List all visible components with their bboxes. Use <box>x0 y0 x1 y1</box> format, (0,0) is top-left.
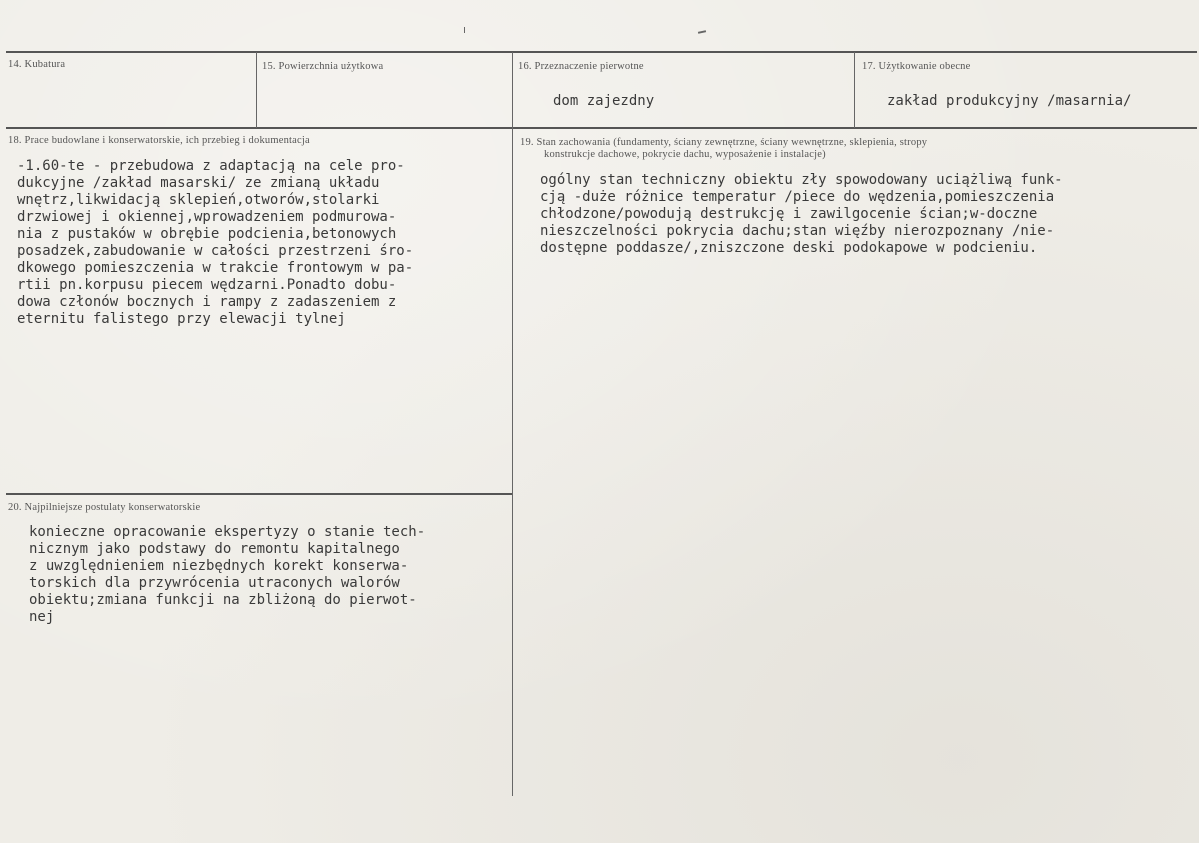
col-rule-1 <box>256 52 257 128</box>
field-20-line: z uwzględnieniem niezbędnych korekt konserwa- <box>29 558 409 574</box>
row-rule-1 <box>6 127 1197 129</box>
field-18-line: drzwiowej i okiennej,wprowadzeniem podmurowa- <box>17 209 397 225</box>
field-18-line: dowa członów bocznych i rampy z zadaszeniem z <box>17 294 397 310</box>
field-18-line: eternitu falistego przy elewacji tylnej <box>17 311 346 327</box>
top-dash-mark <box>698 30 706 34</box>
field-15-label: 15. Powierzchnia użytkowa <box>262 61 384 72</box>
field-16-label: 16. Przeznaczenie pierwotne <box>518 61 644 72</box>
field-17-label: 17. Użytkowanie obecne <box>862 61 971 72</box>
field-19-label-line-2: konstrukcje dachowe, pokrycie dachu, wyposażenie i instalacje) <box>544 149 826 160</box>
field-19-line: ogólny stan techniczny obiektu zły spowodowany uciążliwą funk- <box>540 172 1063 188</box>
field-20-line: torskich dla przywrócenia utraconych walorów <box>29 575 400 591</box>
field-16-value: dom zajezdny <box>553 93 655 109</box>
field-20-label: 20. Najpilniejsze postulaty konserwatorskie <box>8 502 201 513</box>
field-18-text <box>17 158 413 328</box>
field-18-line: nia z pustaków w obrębie podcienia,betonowych <box>17 226 397 242</box>
field-19-line: nieszczelności pokrycia dachu;stan więźby nierozpoznany /nie- <box>540 223 1055 239</box>
field-20-text <box>29 524 425 626</box>
col-rule-2 <box>512 52 513 796</box>
row-rule-2 <box>6 493 512 495</box>
field-20-line: konieczne opracowanie ekspertyzy o stanie tech- <box>29 524 426 540</box>
top-rule <box>6 51 1197 53</box>
field-17-value: zakład produkcyjny /masarnia/ <box>887 93 1132 109</box>
field-18-label: 18. Prace budowlane i konserwatorskie, ich przebieg i dokumentacja <box>8 135 310 146</box>
top-tick-mark <box>464 27 465 33</box>
field-18-line: dukcyjne /zakład masarski/ ze zmianą układu <box>17 175 380 191</box>
field-19-line: dostępne poddasze/,zniszczone deski podokapowe w podcieniu. <box>540 240 1038 256</box>
field-19-text <box>540 172 1063 257</box>
field-20-line: nicznym jako podstawy do remontu kapitalnego <box>29 541 400 557</box>
field-19-line: chłodzone/powodują destrukcję i zawilgocenie ścian;w-doczne <box>540 206 1038 222</box>
field-18-line: posadzek,zabudowanie w całości przestrzeni śro- <box>17 243 414 259</box>
field-18-line: rtii pn.korpusu piecem wędzarni.Ponadto dobu- <box>17 277 397 293</box>
field-18-line: wnętrz,likwidacją sklepień,otworów,stolarki <box>17 192 380 208</box>
col-rule-3 <box>854 52 855 128</box>
field-18-line: dkowego pomieszczenia w trakcie frontowym w pa- <box>17 260 414 276</box>
field-20-line: obiektu;zmiana funkcji na zbliżoną do pierwot- <box>29 592 417 608</box>
field-19-line: cją -duże różnice temperatur /piece do wędzenia,pomieszczenia <box>540 189 1055 205</box>
field-18-line: -1.60-te - przebudowa z adaptacją na cele pro- <box>17 158 405 174</box>
field-14-label: 14. Kubatura <box>8 59 66 70</box>
field-19-label-line-1: 19. Stan zachowania (fundamenty, ściany zewnętrzne, ściany wewnętrzne, sklepienia, stropy <box>520 137 928 148</box>
field-20-line: nej <box>29 609 55 625</box>
